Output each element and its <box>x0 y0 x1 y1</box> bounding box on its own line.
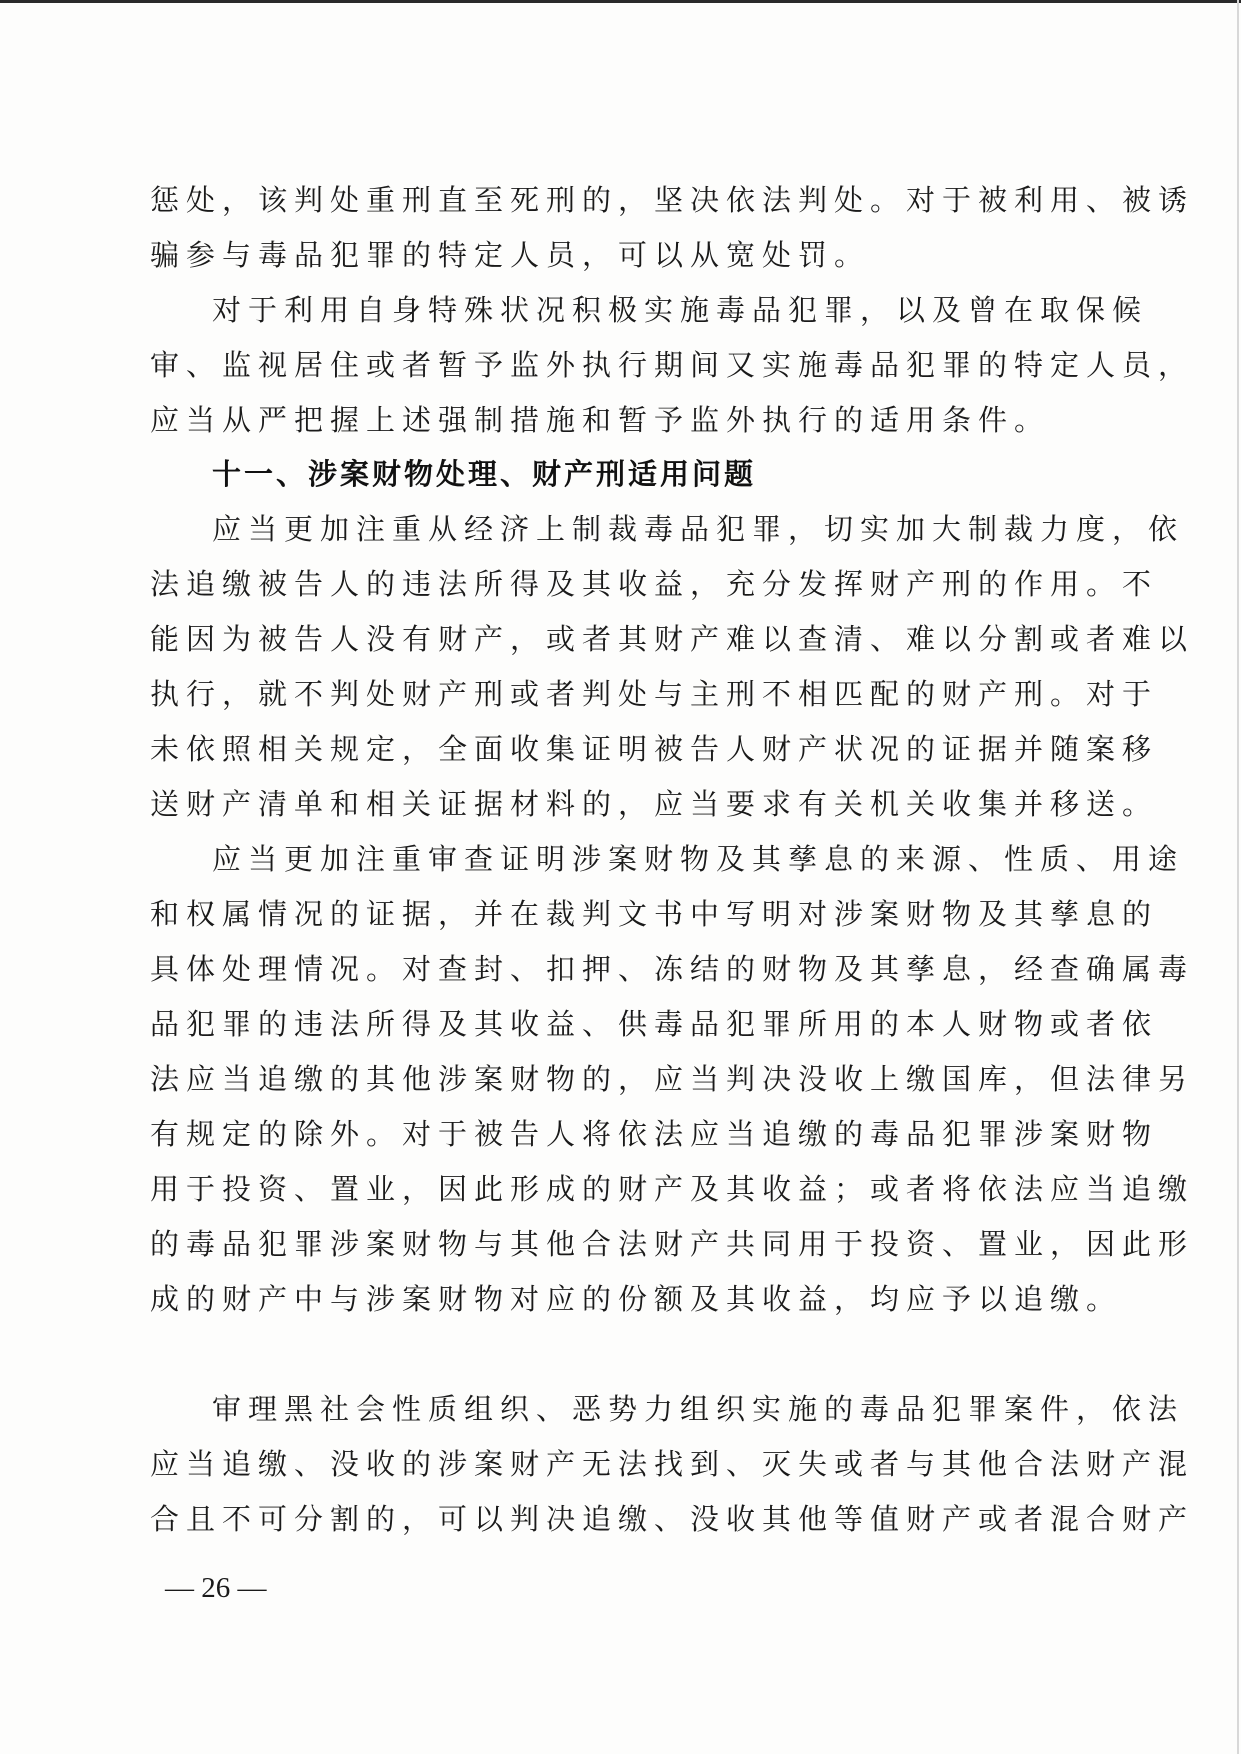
scan-right-edge <box>1237 0 1239 1754</box>
body-line: 成的财产中与涉案财物对应的份额及其收益，均应予以追缴。 <box>150 1282 1123 1316</box>
page-number: — 26 — <box>165 1572 267 1604</box>
body-line: 具体处理情况。对查封、扣押、冻结的财物及其孳息，经查确属毒 <box>150 952 1195 986</box>
body-line: 应当追缴、没收的涉案财产无法找到、灭失或者与其他合法财产混 <box>150 1447 1195 1481</box>
body-line: 和权属情况的证据，并在裁判文书中写明对涉案财物及其孳息的 <box>150 897 1159 931</box>
body-line: 未依照相关规定，全面收集证明被告人财产状况的证据并随案移 <box>150 732 1159 766</box>
body-line: 惩处，该判处重刑直至死刑的，坚决依法判处。对于被利用、被诱 <box>150 183 1195 217</box>
body-line: 送财产清单和相关证据材料的，应当要求有关机关收集并移送。 <box>150 787 1159 821</box>
section-heading: 十一、涉案财物处理、财产刑适用问题 <box>212 457 757 491</box>
body-line: 有规定的除外。对于被告人将依法应当追缴的毒品犯罪涉案财物 <box>150 1117 1159 1151</box>
body-line: 的毒品犯罪涉案财物与其他合法财产共同用于投资、置业，因此形 <box>150 1227 1195 1261</box>
scan-top-edge <box>0 0 1241 3</box>
body-line: 骗参与毒品犯罪的特定人员，可以从宽处罚。 <box>150 238 871 272</box>
body-line: 品犯罪的违法所得及其收益、供毒品犯罪所用的本人财物或者依 <box>150 1007 1159 1041</box>
body-line: 应当从严把握上述强制措施和暂予监外执行的适用条件。 <box>150 403 1051 437</box>
body-line: 合且不可分割的，可以判决追缴、没收其他等值财产或者混合财产 <box>150 1502 1195 1536</box>
body-line: 法追缴被告人的违法所得及其收益，充分发挥财产刑的作用。不 <box>150 567 1159 601</box>
body-line: 能因为被告人没有财产，或者其财产难以查清、难以分割或者难以 <box>150 622 1195 656</box>
body-line: 审、监视居住或者暂予监外执行期间又实施毒品犯罪的特定人员， <box>150 348 1195 382</box>
body-line: 应当更加注重从经济上制裁毒品犯罪，切实加大制裁力度，依 <box>212 512 1185 546</box>
body-line: 应当更加注重审查证明涉案财物及其孳息的来源、性质、用途 <box>212 842 1185 876</box>
body-line: 用于投资、置业，因此形成的财产及其收益；或者将依法应当追缴 <box>150 1172 1195 1206</box>
body-line: 审理黑社会性质组织、恶势力组织实施的毒品犯罪案件，依法 <box>212 1392 1185 1426</box>
body-line: 法应当追缴的其他涉案财物的，应当判决没收上缴国库，但法律另 <box>150 1062 1195 1096</box>
body-line: 执行，就不判处财产刑或者判处与主刑不相匹配的财产刑。对于 <box>150 677 1159 711</box>
body-line: 对于利用自身特殊状况积极实施毒品犯罪，以及曾在取保候 <box>212 293 1149 327</box>
